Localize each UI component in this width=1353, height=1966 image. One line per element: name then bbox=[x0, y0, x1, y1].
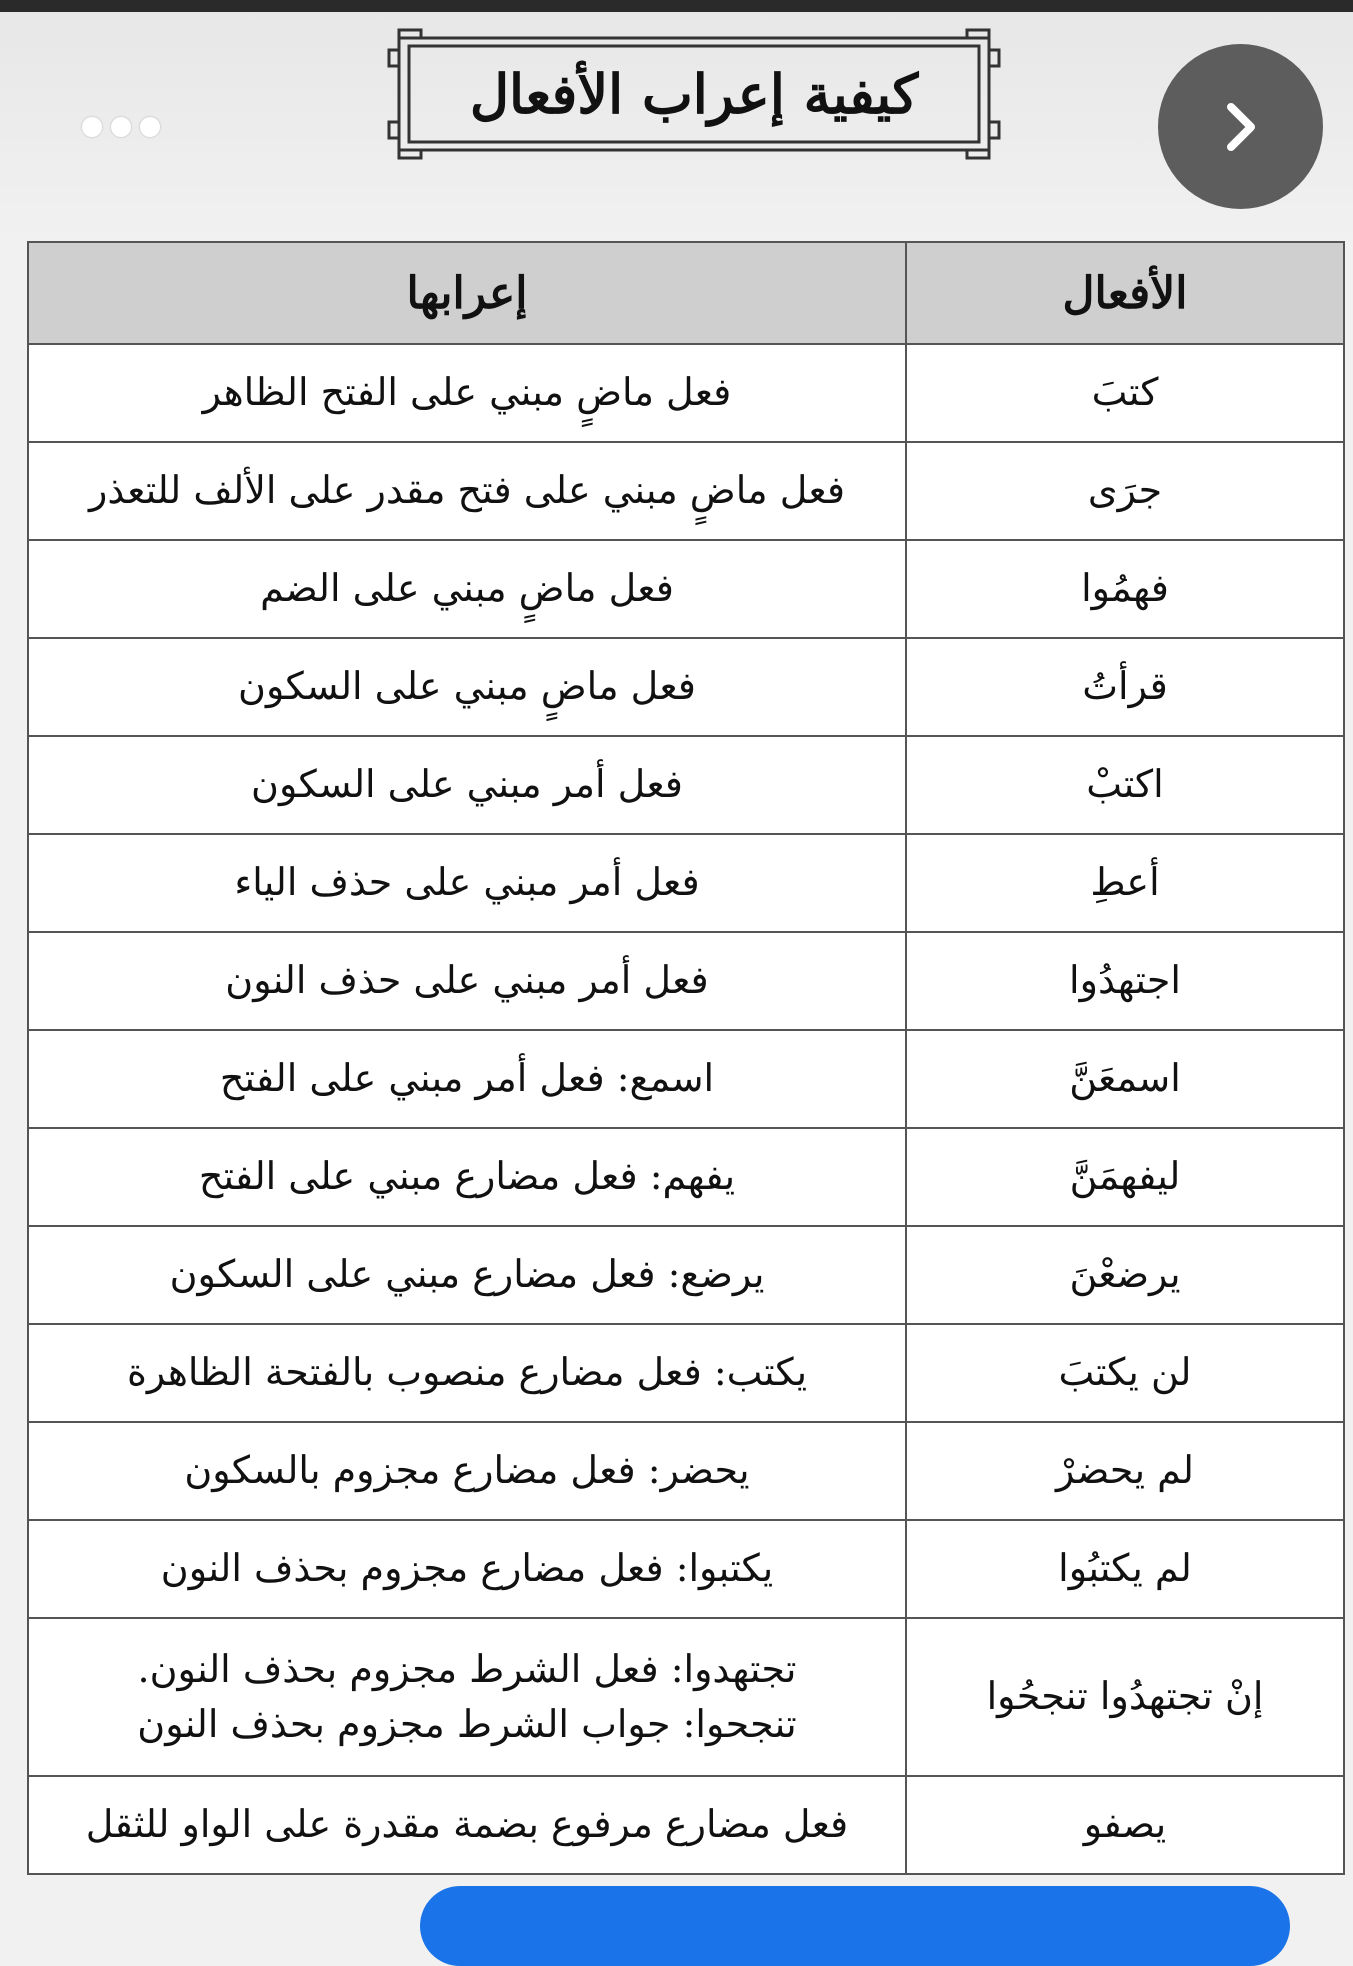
parsing-cell: اسمع: فعل أمر مبني على الفتح bbox=[28, 1030, 906, 1128]
verbs-table-container bbox=[27, 241, 1345, 1875]
column-header-verbs: الأفعال bbox=[906, 242, 1344, 344]
verb-cell: قرأتُ bbox=[906, 638, 1344, 736]
dot bbox=[111, 117, 131, 137]
table-header-row bbox=[28, 242, 1344, 344]
table-row bbox=[28, 1422, 1344, 1520]
verb-cell: اكتبْ bbox=[906, 736, 1344, 834]
verb-cell: لم يكتبُوا bbox=[906, 1520, 1344, 1618]
table-row bbox=[28, 1618, 1344, 1776]
table-row bbox=[28, 736, 1344, 834]
table-row bbox=[28, 1776, 1344, 1874]
verb-cell: أعطِ bbox=[906, 834, 1344, 932]
chevron-right-icon bbox=[1211, 97, 1271, 157]
table-row bbox=[28, 834, 1344, 932]
verb-cell: ليفهمَنَّ bbox=[906, 1128, 1344, 1226]
verb-cell: لن يكتبَ bbox=[906, 1324, 1344, 1422]
parsing-cell: يفهم: فعل مضارع مبني على الفتح bbox=[28, 1128, 906, 1226]
dot bbox=[140, 117, 160, 137]
verb-cell: كتبَ bbox=[906, 344, 1344, 442]
verb-cell: يصفو bbox=[906, 1776, 1344, 1874]
table-row bbox=[28, 638, 1344, 736]
table-row bbox=[28, 344, 1344, 442]
parsing-cell: يكتب: فعل مضارع منصوب بالفتحة الظاهرة bbox=[28, 1324, 906, 1422]
parsing-cell: فعل أمر مبني على السكون bbox=[28, 736, 906, 834]
table-row bbox=[28, 1324, 1344, 1422]
verb-cell: لم يحضرْ bbox=[906, 1422, 1344, 1520]
next-page-button[interactable] bbox=[1158, 44, 1323, 209]
bottom-action-button[interactable] bbox=[420, 1886, 1290, 1966]
table-row bbox=[28, 1520, 1344, 1618]
table-row bbox=[28, 1030, 1344, 1128]
parsing-cell: يكتبوا: فعل مضارع مجزوم بحذف النون bbox=[28, 1520, 906, 1618]
verb-cell: فهمُوا bbox=[906, 540, 1344, 638]
verb-cell: يرضعْنَ bbox=[906, 1226, 1344, 1324]
verb-cell: اجتهدُوا bbox=[906, 932, 1344, 1030]
parsing-cell: يحضر: فعل مضارع مجزوم بالسكون bbox=[28, 1422, 906, 1520]
column-header-parsing: إعرابها bbox=[28, 242, 906, 344]
parsing-cell: فعل ماضٍ مبني على فتح مقدر على الألف للتعذر bbox=[28, 442, 906, 540]
more-options-icon[interactable] bbox=[82, 116, 160, 138]
table-row bbox=[28, 442, 1344, 540]
table-row bbox=[28, 540, 1344, 638]
table-row bbox=[28, 1128, 1344, 1226]
parsing-cell: فعل أمر مبني على حذف الياء bbox=[28, 834, 906, 932]
verb-cell: إنْ تجتهدُوا تنجحُوا bbox=[906, 1618, 1344, 1776]
parsing-line: تنجحوا: جواب الشرط مجزوم بحذف النون bbox=[137, 1702, 797, 1746]
parsing-cell: فعل ماضٍ مبني على الفتح الظاهر bbox=[28, 344, 906, 442]
verbs-parsing-table bbox=[27, 241, 1345, 1875]
parsing-cell: يرضع: فعل مضارع مبني على السكون bbox=[28, 1226, 906, 1324]
parsing-line: تجتهدوا: فعل الشرط مجزوم بحذف النون. bbox=[137, 1646, 797, 1691]
dot bbox=[82, 117, 102, 137]
status-bar bbox=[0, 0, 1353, 12]
verb-cell: اسمعَنَّ bbox=[906, 1030, 1344, 1128]
title-banner bbox=[385, 26, 1003, 162]
verb-cell: جرَى bbox=[906, 442, 1344, 540]
parsing-cell bbox=[28, 1618, 906, 1776]
parsing-cell: فعل ماضٍ مبني على الضم bbox=[28, 540, 906, 638]
table-row bbox=[28, 1226, 1344, 1324]
parsing-cell: فعل أمر مبني على حذف النون bbox=[28, 932, 906, 1030]
table-row bbox=[28, 932, 1344, 1030]
parsing-cell: فعل ماضٍ مبني على السكون bbox=[28, 638, 906, 736]
page-title: كيفية إعراب الأفعال bbox=[469, 62, 919, 126]
parsing-cell: فعل مضارع مرفوع بضمة مقدرة على الواو للثقل bbox=[28, 1776, 906, 1874]
